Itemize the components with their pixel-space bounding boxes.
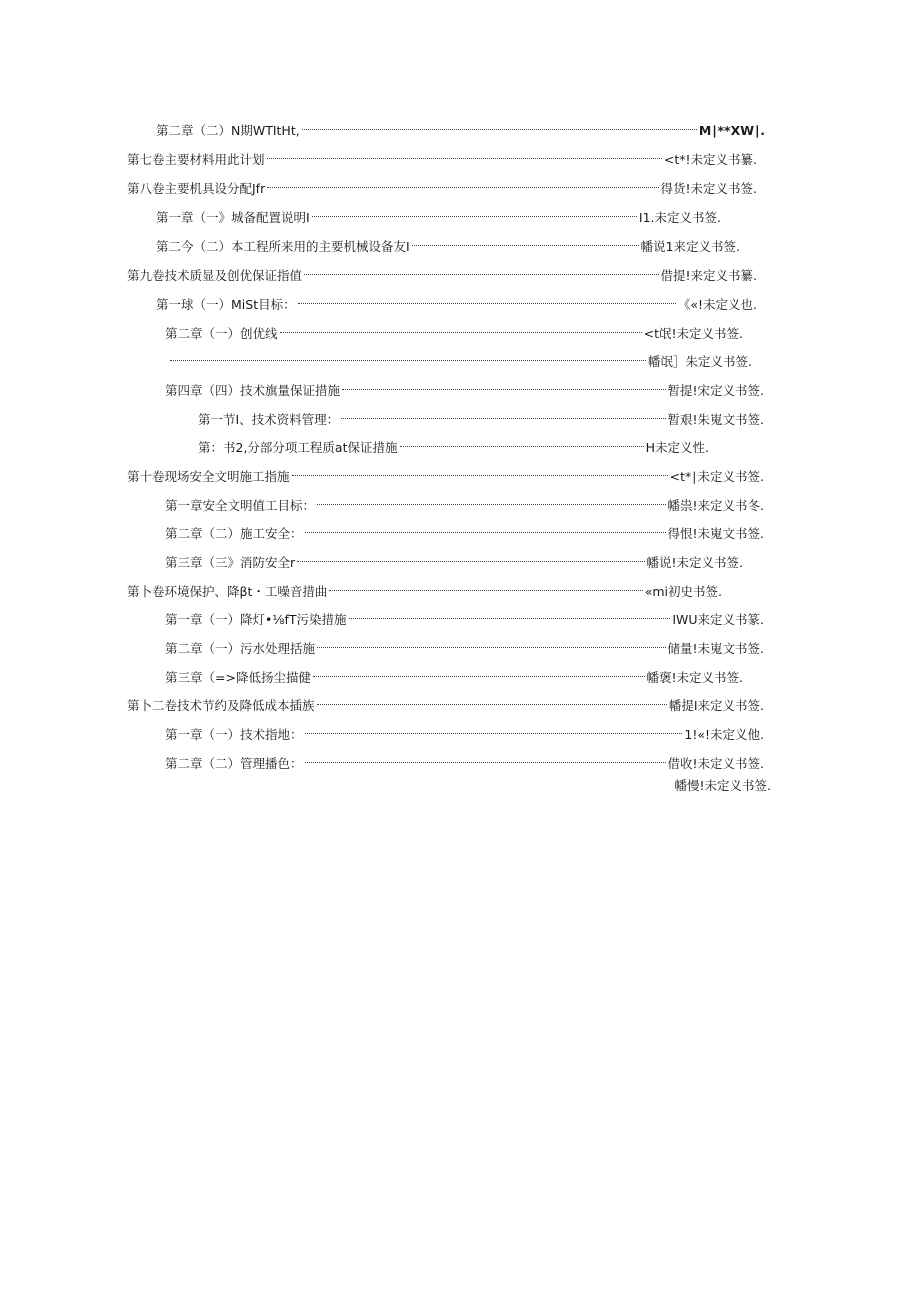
toc-entry[interactable] (198, 432, 709, 455)
toc-entry-page: 《«!未定义也. (677, 297, 757, 312)
toc-entry[interactable] (156, 115, 765, 138)
toc-dot-leader (305, 719, 683, 739)
toc-entry-title: 第十卷现场安全文明施工指施 (127, 469, 290, 484)
toc-entry-page: 借收!未定义书签. (667, 756, 764, 771)
toc-dot-leader (400, 432, 644, 452)
toc-entry-title: 第七卷主要材料用此计划 (127, 152, 265, 167)
toc-entry[interactable] (165, 604, 764, 627)
toc-entry[interactable] (165, 633, 764, 656)
toc-dot-leader (312, 202, 637, 222)
toc-entry-page: 幡说!未定义书签. (646, 555, 743, 570)
toc-dot-leader (305, 518, 666, 538)
toc-entry-page: 借提!来定义书纂. (660, 268, 757, 283)
toc-entry-title: 第一章（一）降灯•⅛fT污染措施 (165, 612, 347, 627)
toc-entry[interactable] (156, 231, 740, 254)
toc-entry-title: 第二章（一）创优线 (165, 326, 278, 341)
toc-entry-title: 第：书2,分部分项工程质at保证措施 (198, 440, 398, 455)
toc-dot-leader (317, 490, 665, 510)
toc-entry-title: 第卜二卷技术节约及降低成本插族 (127, 698, 315, 713)
toc-dot-leader (313, 662, 645, 682)
toc-entry-page: 幡褒!未定义书签. (646, 670, 743, 685)
toc-entry-title: 第四章（四）技术旗量保证措施 (165, 383, 341, 398)
toc-entry[interactable] (127, 173, 757, 196)
toc-entry-title: 第一节I、技术资料管理： (198, 412, 340, 427)
toc-entry[interactable] (165, 547, 743, 570)
toc-entry-page: H未定义性. (645, 440, 709, 455)
toc-entry-page: 1!«!未定义他. (684, 727, 764, 742)
toc-dot-leader (267, 173, 658, 193)
toc-entry-title: 第卜卷环境保护、降βt・工噪音措曲 (127, 584, 328, 599)
toc-entry-page: 暂艰!朱嵬文书签. (667, 412, 764, 427)
toc-entry[interactable] (165, 662, 743, 685)
toc-dot-leader (298, 289, 676, 309)
toc-entry-title: 第三章（三》消防安全r (165, 555, 296, 570)
toc-entry-page: 幡提I来定义书签. (668, 698, 764, 713)
toc-trailing-line (675, 776, 772, 796)
toc-entry-page: I1.未定义书签. (638, 210, 721, 225)
toc-entry-title: 第一章安全文明值工目标： (165, 498, 316, 513)
toc-entry-page: 得货!未定义书签. (660, 181, 757, 196)
toc-dot-leader (349, 604, 671, 624)
toc-trailing-page: 幡慢!未定义书签. (674, 778, 771, 793)
toc-dot-leader (329, 576, 642, 596)
toc-dot-leader (304, 260, 658, 280)
toc-entry[interactable] (127, 576, 722, 599)
toc-entry[interactable] (127, 461, 764, 484)
toc-entry[interactable] (156, 289, 757, 312)
toc-dot-leader (342, 375, 665, 395)
toc-dot-leader (280, 318, 642, 338)
toc-entry[interactable] (127, 144, 757, 167)
toc-entry-title: 第一球（一）MiSt目标： (156, 297, 296, 312)
toc-entry[interactable] (165, 748, 764, 771)
toc-entry-title: 第二章（一）污水处理括施 (165, 641, 316, 656)
toc-entry-title: 第一章（一》城备配置说明I (156, 210, 310, 225)
toc-dot-leader (170, 346, 646, 366)
toc-dot-leader (341, 404, 665, 424)
toc-entry-title: 第一章（一）技术指地： (165, 727, 303, 742)
toc-entry[interactable] (165, 375, 764, 398)
toc-entry[interactable] (165, 490, 764, 513)
toc-entry-page: M∣**XW∣. (698, 123, 765, 138)
toc-entry[interactable] (168, 346, 752, 369)
toc-dot-leader (317, 633, 665, 653)
toc-entry-title: 第八卷主要机具设分配Jfr (127, 181, 266, 196)
toc-entry-page: 得恨!未嵬文书签. (667, 526, 764, 541)
toc-dot-leader (317, 690, 667, 710)
toc-entry-page: 幡氓］朱定义书签. (648, 354, 752, 369)
toc-entry[interactable] (198, 404, 764, 427)
toc-dot-leader (292, 461, 668, 481)
toc-entry-title: 第九卷技术质显及创优保证指值 (127, 268, 303, 283)
toc-entry[interactable] (165, 719, 764, 742)
toc-entry-page: <t*∣未定义书签. (669, 469, 764, 484)
toc-entry-page: IWU来定义书篆. (672, 612, 764, 627)
toc-entry[interactable] (156, 202, 721, 225)
toc-dot-leader (412, 231, 639, 251)
toc-entry-page: 幡祟!来定义书冬. (667, 498, 764, 513)
toc-dot-leader (305, 748, 666, 768)
toc-entry-title: 第二章（二）施工安全： (165, 526, 303, 541)
toc-entry-page: 暂提!宋定义书签. (667, 383, 764, 398)
toc-entry-page: <t氓!未定义书签. (643, 326, 743, 341)
toc-entry[interactable] (127, 260, 757, 283)
toc-entry[interactable] (165, 518, 764, 541)
toc-entry[interactable] (165, 318, 743, 341)
toc-entry-page: 幡说1来定义书签. (640, 239, 740, 254)
toc-entry-page: <t*!未定义书纂. (663, 152, 757, 167)
toc-dot-leader (302, 115, 697, 135)
toc-entry-title: 第三章（=>降低扬尘描健 (165, 670, 311, 685)
toc-dot-leader (297, 547, 644, 567)
toc-entry[interactable] (127, 690, 764, 713)
toc-entry-title: 第二今（二）本工程所来用的主要机械设备友I (156, 239, 410, 254)
toc-entry-page: «mi初史书签. (644, 584, 722, 599)
toc-dot-leader (267, 144, 662, 164)
toc-entry-page: 储量!未嵬文书签. (667, 641, 764, 656)
toc-entry-title: 第二章（二）N期WTItHt, (156, 123, 300, 138)
toc-entry-title: 第二章（二）管理播色： (165, 756, 303, 771)
